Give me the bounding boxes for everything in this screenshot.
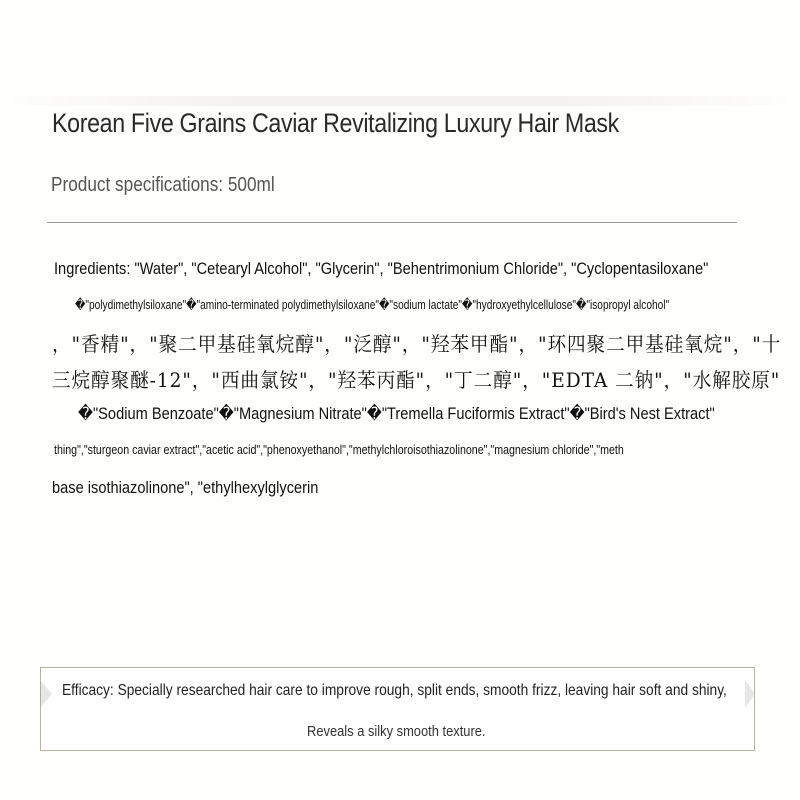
ingredients-line-3: ，"香精"，"聚二甲基硅氧烷醇"，"泛醇"，"羟苯甲酯"，"环四聚二甲基硅氧烷"，"十 [52, 332, 782, 356]
ingredients-line-6: thing","sturgeon caviar extract","acetic acid","phenoxyethanol","methylchloroisothiazolinone","magnesium chloride","meth [54, 442, 624, 457]
faint-right-arrow-icon [745, 680, 755, 708]
efficacy-line-1: Efficacy: Specially researched hair care to improve rough, split ends, smooth frizz, leaving hair soft and shiny, [62, 682, 727, 699]
ingredients-line-4: 三烷醇聚醚-12"，"西曲氯铵"，"羟苯丙酯"，"丁二醇"，"EDTA 二钠"，"水解胶原" [52, 368, 781, 392]
product-title: Korean Five Grains Caviar Revitalizing Luxury Hair Mask [52, 108, 619, 138]
divider-line [47, 222, 737, 223]
ingredients-line-7: base isothiazolinone", "ethylhexylglycerin [52, 478, 319, 497]
ingredients-line-2: �"polydimethylsiloxane"�"amino-terminated polydimethylsiloxane"�"sodium lactate"�"hydroxyethylcellulose"�"isopropyl alcohol" [75, 297, 670, 312]
ingredients-line-1: Ingredients: "Water", "Cetearyl Alcohol", "Glycerin", "Behentrimonium Chloride", "Cyclopentasiloxane" [54, 259, 709, 278]
faint-left-arrow-icon [40, 680, 52, 708]
product-specifications: Product specifications: 500ml [51, 174, 275, 196]
efficacy-line-2: Reveals a silky smooth texture. [307, 723, 486, 740]
ingredients-line-5: �"Sodium Benzoate"�"Magnesium Nitrate"�"Tremella Fuciformis Extract"�"Bird's Nest Extract" [78, 404, 715, 423]
